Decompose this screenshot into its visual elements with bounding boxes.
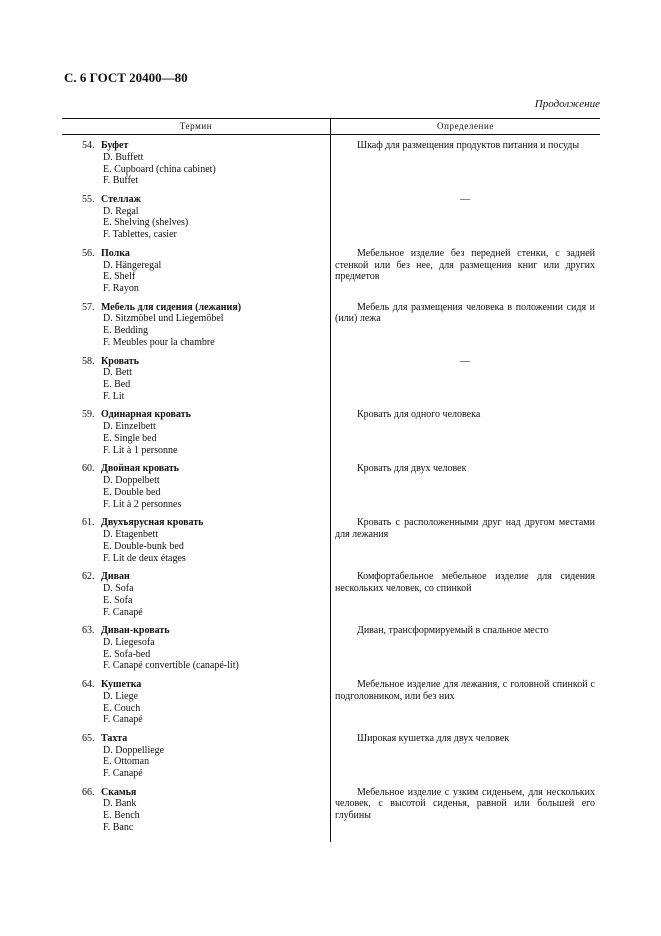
term-french: F. Buffet [103,175,139,187]
term-cell [82,409,326,456]
definition-cell: Шкаф для размещения продуктов питания и посуды [357,140,580,151]
term-name: Полка [101,247,130,259]
term-german: D. Bett [103,367,132,379]
term-german: D. Sitzmöbel und Liegemöbel [103,313,224,325]
continuation-label: Продолжение [534,98,600,110]
term-french: F. Meubles pour la chambre [103,337,215,349]
term-number: 61. [82,517,95,529]
term-name: Диван-кровать [101,625,170,637]
term-cell [82,517,326,564]
term-title [82,787,326,799]
table-row [62,140,600,194]
term-cell [82,463,326,510]
term-title [82,356,326,368]
term-french: F. Canapé [103,768,143,780]
term-french: F. Lit de deux étages [103,552,186,564]
term-english: E. Sofa-bed [103,648,151,660]
term-cell [82,356,326,403]
term-french: F. Lit à 1 personne [103,444,178,456]
term-name: Двухъярусная кровать [101,517,204,529]
term-name: Кровать [101,355,139,367]
term-german: D. Doppelbett [103,475,160,487]
term-title [82,302,326,314]
definition-cell: Кровать для одного человека [357,409,481,421]
term-german: D. Einzelbett [103,421,156,433]
term-name: Кушетка [101,678,142,690]
term-title [82,194,326,206]
definition-cell: — [460,355,470,367]
table-row [62,356,600,410]
table-row [62,194,600,248]
term-english: E. Bed [103,379,131,391]
term-english: E. Double bed [103,486,161,498]
term-german: D. Etagenbett [103,529,158,541]
term-title [82,733,326,745]
term-english: E. Double-bunk bed [103,540,184,552]
term-cell [82,787,326,834]
term-number: 60. [82,463,95,475]
term-cell [82,140,326,187]
term-german: D. Bank [103,798,137,810]
term-english: E. Ottoman [103,756,150,768]
term-english: E. Bedding [103,325,148,337]
term-name: Двойная кровать [101,463,180,475]
term-cell [82,302,326,349]
term-german: D. Sofa [103,582,134,594]
term-number: 54. [82,140,95,151]
term-title [82,140,326,152]
term-name: Одинарная кровать [101,409,191,421]
term-german: D. Liege [103,690,138,702]
terms-table [62,118,600,842]
column-header-term: Термин [179,121,213,131]
term-english: E. Shelving (shelves) [103,217,189,229]
table-row [62,463,600,517]
term-number: 65. [82,732,95,744]
term-german: D. Liegesofa [103,636,155,648]
page-header: С. 6 ГОСТ 20400—80 [64,70,188,85]
definition-cell: Кровать с расположенными друг над другом местами для лежания [335,517,595,541]
term-cell [82,571,326,618]
term-name: Тахта [101,732,128,744]
term-name: Скамья [101,786,137,798]
term-number: 66. [82,786,95,798]
definition-cell: Мебель для размещения человека в положении сидя и (или) лежа [335,301,595,325]
term-title [82,248,326,260]
term-english: E. Sofa [103,594,133,606]
term-german: D. Buffett [103,151,144,163]
table-row [62,571,600,625]
term-number: 63. [82,625,95,637]
term-number: 58. [82,355,95,367]
table-row [62,625,600,679]
definition-cell: Комфортабельное мебельное изделие для сидения нескольких человек, со спинкой [335,571,595,594]
definition-cell: Мебельное изделие с узким сиденьем, для нескольких человек, с высотой сиденья, равной или большей его глубины [335,786,595,822]
table-top-rule [62,118,600,119]
term-french: F. Lit [103,390,125,402]
term-name: Мебель для сидения (лежания) [101,301,242,313]
term-french: F. Tablettes, casier [103,229,177,241]
term-number: 56. [82,247,95,259]
term-german: D. Doppelliege [103,744,165,756]
term-number: 55. [82,193,95,205]
table-row [62,733,600,787]
table-header-rule [62,134,600,135]
definition-cell: Мебельное изделие для лежания, с головной спинкой с подголовником, или без них [335,678,595,702]
definition-cell: Кровать для двух человек [357,463,467,475]
definition-cell: — [460,193,470,205]
term-french: F. Canapé [103,606,143,618]
term-french: F. Canapé convertible (canapé-lit) [103,660,239,672]
term-title [82,679,326,691]
term-number: 62. [82,571,95,583]
term-name: Буфет [101,140,129,151]
definition-cell: Широкая кушетка для двух человек [357,732,510,744]
term-english: E. Shelf [103,271,136,283]
term-title [82,463,326,475]
column-header-definition: Определение [437,121,494,131]
term-title [82,409,326,421]
entries-list [62,140,600,841]
term-title [82,571,326,583]
term-name: Диван [101,571,130,583]
definition-cell: Диван, трансформируемый в спальное место [357,625,549,637]
definition-cell: Мебельное изделие без передней стенки, с задней стенкой или без нее, для размещения книг или других предметов [335,247,595,283]
term-cell [82,679,326,726]
table-row [62,302,600,356]
term-cell [82,625,326,672]
table-row [62,409,600,463]
table-row [62,248,600,302]
term-french: F. Lit à 2 personnes [103,498,182,510]
table-row [62,679,600,733]
term-english: E. Single bed [103,433,157,445]
term-number: 64. [82,678,95,690]
term-french: F. Banc [103,822,134,834]
term-french: F. Canapé [103,714,143,726]
term-title [82,517,326,529]
term-name: Стеллаж [101,193,141,205]
table-row [62,517,600,571]
term-german: D. Hängeregal [103,259,162,271]
term-title [82,625,326,637]
table-row [62,787,600,841]
term-cell [82,733,326,780]
term-number: 57. [82,301,95,313]
term-english: E. Cupboard (china cabinet) [103,163,216,175]
term-english: E. Bench [103,810,140,822]
term-french: F. Rayon [103,283,139,295]
term-german: D. Regal [103,205,139,217]
term-english: E. Couch [103,702,141,714]
term-cell [82,194,326,241]
term-cell [82,248,326,295]
term-number: 59. [82,409,95,421]
